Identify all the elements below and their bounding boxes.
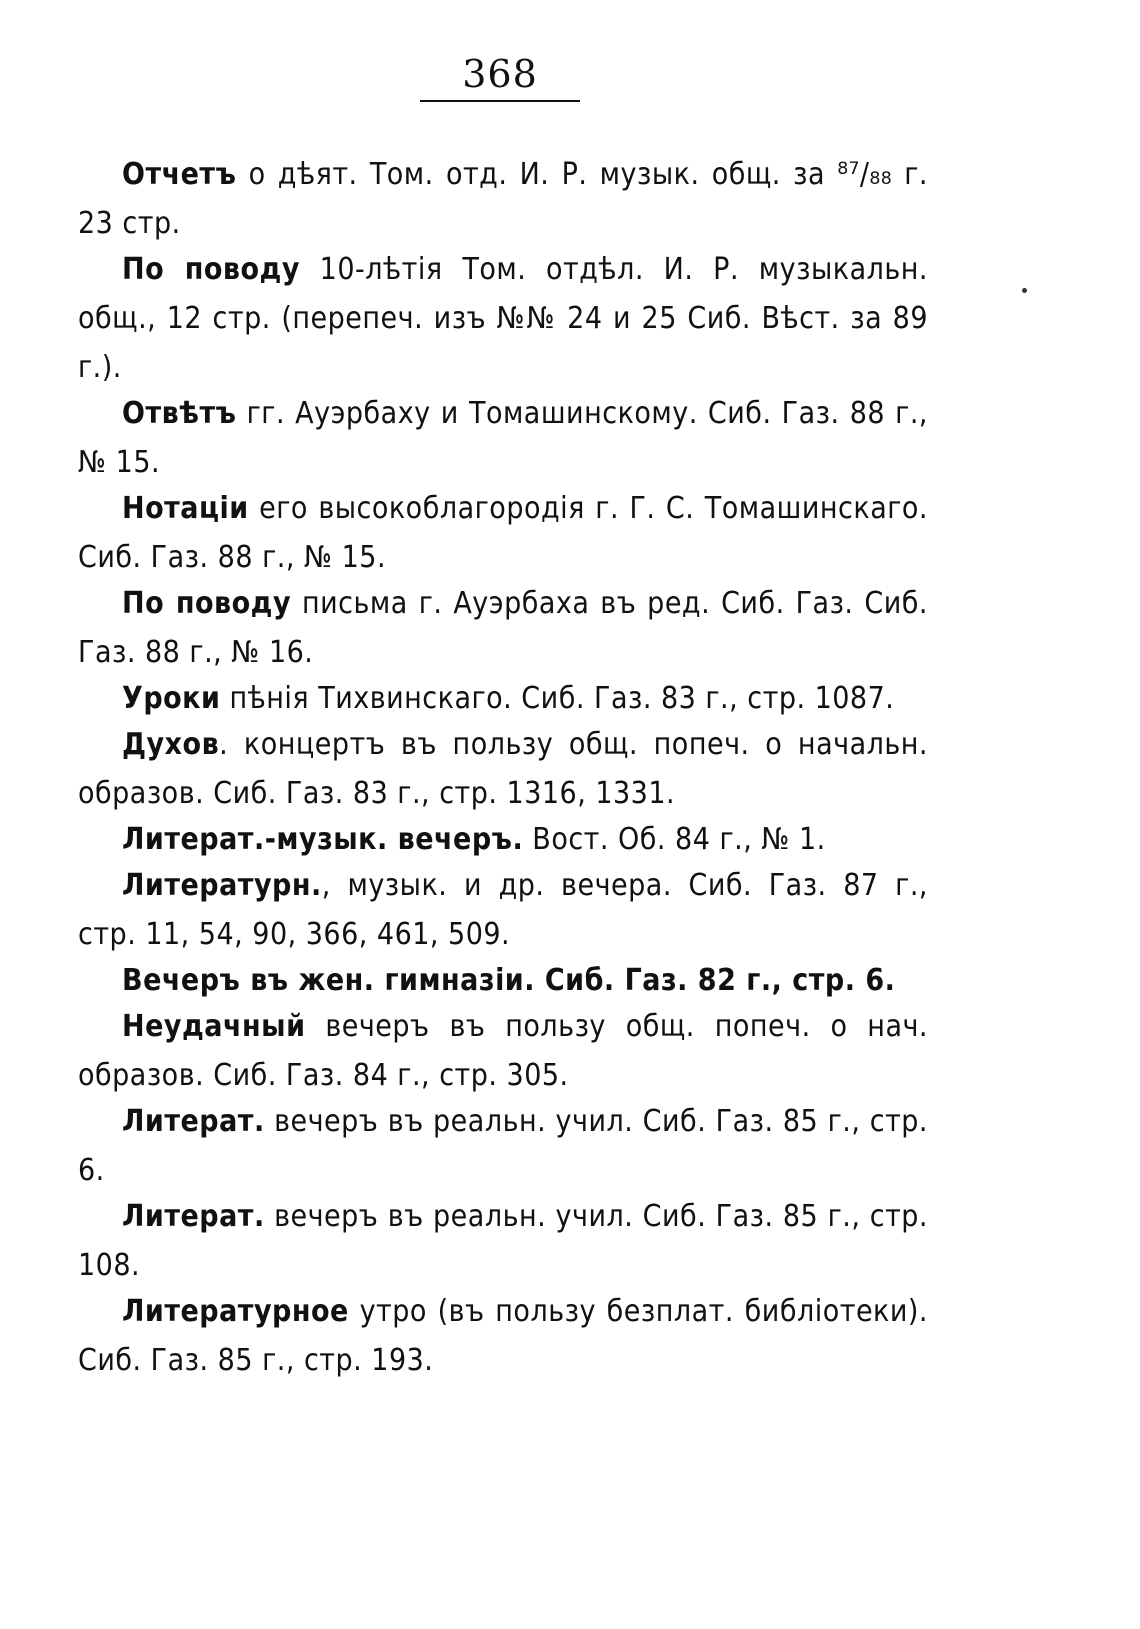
entry-text: письма г. Ауэрбаха въ ред. Сиб. Газ. Сиб. Газ. 88 г., № 16. — [78, 586, 928, 670]
entry-text: утро (въ пользу безплат. библіотеки). Сиб. Газ. 85 г., стр. 193. — [78, 1294, 928, 1378]
bibliography-entry — [78, 1287, 928, 1385]
entry-text: гг. Ауэрбаху и Томашинскому. Сиб. Газ. 88 г., № 15. — [78, 396, 928, 480]
entry-text: Вост. Об. 84 г., № 1. — [523, 822, 826, 857]
entry-lead: По поводу — [122, 586, 292, 621]
page-number-rule — [420, 100, 580, 102]
bibliography-entry — [78, 815, 928, 864]
entry-lead: Нотаціи — [122, 491, 249, 526]
bibliography-entry — [78, 150, 928, 248]
entry-text: вечеръ въ реальн. учил. Сиб. Газ. 85 г., стр. 6. — [78, 1104, 928, 1188]
entry-text: пѣнія Тихвинскаго. Сиб. Газ. 83 г., стр. 1087. — [220, 681, 895, 716]
entry-lead: Духов — [122, 727, 220, 762]
entry-lead: Литерат.-музык. вечеръ. — [122, 822, 524, 857]
entry-lead: Неудачный — [122, 1009, 306, 1044]
entry-lead: Отвѣтъ — [122, 396, 237, 431]
entry-text: 10-лѣтія Том. отдѣл. И. Р. музыкальн. общ., 12 стр. (перепеч. изъ №№ 24 и 25 Сиб. Вѣст. за 89 г.). — [78, 252, 928, 385]
entry-text: . концертъ въ пользу общ. попеч. о начальн. образов. Сиб. Газ. 83 г., стр. 1316, 1331. — [78, 727, 928, 811]
bibliography-entry — [78, 389, 928, 487]
bibliography-entry — [78, 674, 928, 723]
page-number: 368 — [462, 52, 538, 96]
bibliography-entry — [78, 245, 928, 392]
entry-lead: Литерат. — [122, 1199, 265, 1234]
entry-text: вечеръ въ реальн. учил. Сиб. Газ. 85 г., стр. 108. — [78, 1199, 928, 1283]
speck-mark — [1022, 288, 1027, 293]
entry-lead: Литерат. — [122, 1104, 265, 1139]
bibliography-entry — [78, 956, 928, 1005]
entry-lead: Литературное — [122, 1294, 349, 1329]
entry-lead: Вечеръ въ жен. гимназіи. Сиб. Газ. 82 г., стр. 6. — [122, 963, 896, 998]
bibliography-entry — [78, 1192, 928, 1290]
bibliography-entry — [78, 861, 928, 959]
entry-text: о дѣят. Том. отд. И. Р. музык. общ. за ⁸⁷/₈₈ г. 23 стр. — [78, 157, 928, 241]
entry-lead: Литературн. — [122, 868, 322, 903]
bibliography-list — [78, 150, 928, 1382]
entry-lead: Отчетъ — [122, 157, 237, 192]
bibliography-entry — [78, 1002, 928, 1100]
entry-text: вечеръ въ пользу общ. попеч. о нач. образов. Сиб. Газ. 84 г., стр. 305. — [78, 1009, 928, 1093]
bibliography-entry — [78, 720, 928, 818]
entry-lead: Уроки — [122, 681, 221, 716]
bibliography-entry — [78, 1097, 928, 1195]
entry-lead: По поводу — [122, 252, 300, 287]
entry-text: , музык. и др. вечера. Сиб. Газ. 87 г., стр. 11, 54, 90, 366, 461, 509. — [78, 868, 928, 952]
entry-text: его высокоблагородія г. Г. С. Томашинскаго. Сиб. Газ. 88 г., № 15. — [78, 491, 928, 575]
bibliography-entry — [78, 484, 928, 582]
bibliography-entry — [78, 579, 928, 677]
